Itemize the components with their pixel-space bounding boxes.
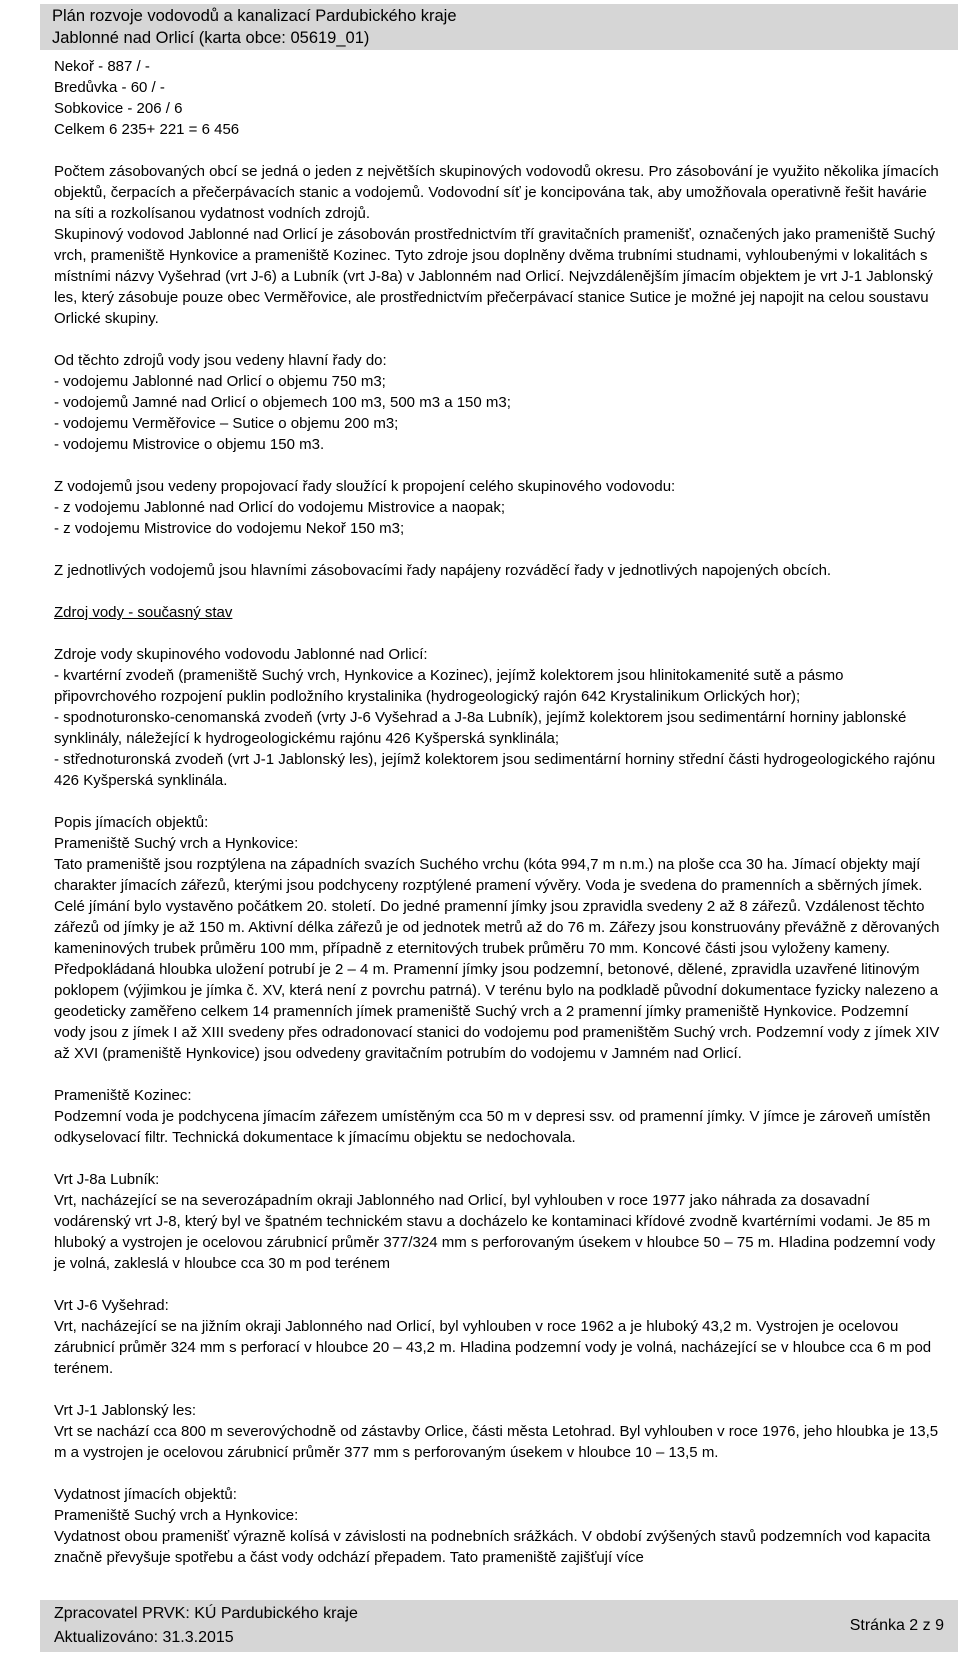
paragraph: Prameniště Suchý vrch a Hynkovice: (54, 835, 299, 852)
paragraph-spacer (54, 329, 944, 350)
paragraph: Vydatnost jímacích objektů: (54, 1486, 237, 1503)
paragraph-spacer (54, 140, 944, 161)
paragraph: Zdroje vody skupinového vodovodu Jablonné nad Orlicí: (54, 646, 428, 663)
paragraph-spacer (54, 1064, 944, 1085)
paragraph: - střednoturonská zvodeň (vrt J-1 Jablonský les), jejímž kolektorem jsou sedimentární horniny střední části hydrogeologického rajónu 426 Kyšperská synklinála. (54, 751, 936, 789)
paragraph: Celkem 6 235+ 221 = 6 456 (54, 121, 240, 138)
paragraph: - z vodojemu Mistrovice do vodojemu Nekoř 150 m3; (54, 520, 405, 537)
paragraph: Tato prameniště jsou rozptýlena na západních svazích Suchého vrchu (kóta 994,7 m n.m.) na ploše cca 30 ha. Jímací objekty mají charakter jímacích zářezů, kterými jsou podchyceny rozptýlené pramení vývěry. Voda je svedena do pramenních a sběrných jímek. Celé jímání bylo vystavěno počátkem 20. století. Do jedné pramenní jímky jsou zpravidla svedeny 2 až 8 zářezů. Vzdálenost těchto zářezů od jímky je až 150 m. Aktivní délka zářezů je od jednotek metrů až do 76 m. Zářezy jsou konstruovány převážně z děrovaných kameninových trubek průměru 100 mm, případně z eternitových trubek průměru 70 mm. Koncové části jsou vyloženy kameny. Předpokládaná hloubka uložení potrubí je 2 – 4 m. Pramenní jímky jsou podzemní, betonové, dělené, zpravidla uzavřené litinovým poklopem (výjimkou je jímka č. XV, která není z povrchu patrná). V terénu bylo na podkladě původní dokumentace fyzicky nalezeno a geodeticky zaměřeno celkem 14 pramenních jímek prameniště Suchý vrch a 2 pramenní jímky prameniště Hynkovice. Podzemní vody jsou z jímek I až XIII svedeny přes odradonovací stanici do vodojemu pod prameništěm Suchý vrch. Podzemní vody z jímek XIV až XVI (prameniště Hynkovice) jsou odvedeny gravitačním potrubím do vodojemu v Jamném nad Orlicí. (54, 856, 940, 1062)
paragraph: Sobkovice - 206 / 6 (54, 100, 183, 117)
paragraph: Prameniště Suchý vrch a Hynkovice: (54, 1507, 299, 1524)
paragraph: Vrt J-1 Jablonský les: (54, 1402, 196, 1419)
paragraph: Z vodojemů jsou vedeny propojovací řady sloužící k propojení celého skupinového vodovodu: (54, 478, 676, 495)
page-footer (40, 1600, 958, 1652)
paragraph: Vrt, nacházející se na jižním okraji Jablonného nad Orlicí, byl vyhlouben v roce 1962 a je hluboký 43,2 m. Vystrojen je ocelovou zárubnicí průměr 324 mm s perforací v hloubce 20 – 43,2 m. Hladina podzemní vody je volná, nacházející se v hloubce cca 6 m pod terénem. (54, 1318, 932, 1377)
paragraph: Vrt J-8a Lubník: (54, 1171, 160, 1188)
paragraph: Vrt J-6 Vyšehrad: (54, 1297, 169, 1314)
document-title: Plán rozvoje vodovodů a kanalizací Pardubického kraje (52, 7, 457, 25)
paragraph: Podzemní voda je podchycena jímacím zářezem umístěným cca 50 m v depresi ssv. od pramenní jímky. V jímce je zároveň umístěn odkyselovací filtr. Technická dokumentace k jímacímu objektu se nedochovala. (54, 1108, 931, 1146)
paragraph: - vodojemů Jamné nad Orlicí o objemech 100 m3, 500 m3 a 150 m3; (54, 394, 511, 411)
paragraph: Z jednotlivých vodojemů jsou hlavními zásobovacími řady napájeny rozváděcí řady v jednotlivých napojených obcích. (54, 562, 832, 579)
paragraph: - kvartérní zvodeň (prameniště Suchý vrch, Hynkovice a Kozinec), jejímž kolektorem jsou hlinitokamenité sutě a pásmo připovrchového rozpojení puklin podložního krystalinika (hydrogeologický rajón 642 Krystalinikum Orlických hor); (54, 667, 844, 705)
paragraph: Vrt se nachází cca 800 m severovýchodně od zástavby Orlice, části města Letohrad. Byl vyhlouben v roce 1976, jeho hloubka je 13,5 m a vystrojen je ocelovou zárubnicí průměr 377 mm s perforovaným úsekem v hloubce 10 – 13,5 m. (54, 1423, 939, 1461)
document-subtitle: Jablonné nad Orlicí (karta obce: 05619_01) (52, 29, 370, 47)
paragraph-spacer (54, 1148, 944, 1169)
paragraph: Prameniště Kozinec: (54, 1087, 192, 1104)
paragraph: Bredůvka - 60 / - (54, 79, 165, 96)
paragraph: Počtem zásobovaných obcí se jedná o jeden z největších skupinových vodovodů okresu. Pro zásobování je využito několika jímacích objektů, čerpacích a přečerpávacích stanic a vodojemů. Vodovodní síť je koncipována tak, aby umožňovala operativně řešit havárie na síti a rozkolísanou vydatnost vodních zdrojů. (54, 163, 939, 222)
paragraph-spacer (54, 539, 944, 560)
footer-author: Zpracovatel PRVK: KÚ Pardubického kraje (54, 1605, 358, 1622)
paragraph: Nekoř - 887 / - (54, 58, 150, 75)
paragraph-spacer (54, 1463, 944, 1484)
paragraph: Od těchto zdrojů vody jsou vedeny hlavní řady do: (54, 352, 387, 369)
document-body (54, 56, 944, 1568)
paragraph: - vodojemu Mistrovice o objemu 150 m3. (54, 436, 325, 453)
paragraph: - vodojemu Jablonné nad Orlicí o objemu 750 m3; (54, 373, 386, 390)
paragraph-spacer (54, 791, 944, 812)
paragraph: - z vodojemu Jablonné nad Orlicí do vodojemu Mistrovice a naopak; (54, 499, 506, 516)
paragraph: Vrt, nacházející se na severozápadním okraji Jablonného nad Orlicí, byl vyhlouben v roce 1977 jako náhrada za dosavadní vodárenský vrt J-8, který byl ve špatném technickém stavu a docházelo ke kontaminaci křídové zvodně kvartérními vodami. Je 85 m hluboký a vystrojen je ocelovou zárubnicí průměr 377/324 mm s perforovaným úsekem v hloubce 50 – 75 m. Hladina podzemní vody je volná, zakleslá v hloubce cca 30 m pod terénem (54, 1192, 936, 1272)
paragraph: Skupinový vodovod Jablonné nad Orlicí je zásobován prostřednictvím tří gravitačních pramenišť, označených jako prameniště Suchý vrch, prameniště Hynkovice a prameniště Kozinec. Tyto zdroje jsou doplněny dvěma trubními studnami, vyhloubenými v lokalitách s místními názvy Vyšehrad (vrt J-6) a Lubník (vrt J-8a) v Jablonném nad Orlicí. Nejvzdálenějším jímacím objektem je vrt J-1 Jablonský les, který zásobuje pouze obec Verměřovice, ale prostřednictvím přečerpávací stanice Sutice je možné jej napojit na celou soustavu Orlické skupiny. (54, 226, 936, 327)
paragraph-spacer (54, 623, 944, 644)
paragraph-spacer (54, 1274, 944, 1295)
paragraph: Vydatnost obou pramenišť výrazně kolísá v závislosti na podnebních srážkách. V období zvýšených stavů podzemních vod kapacita značně převyšuje spotřebu a část vody odchází přepadem. Tato prameniště zajišťují více (54, 1528, 931, 1566)
footer-updated: Aktualizováno: 31.3.2015 (54, 1629, 234, 1646)
paragraph: - spodnoturonsko-cenomanská zvodeň (vrty J-6 Vyšehrad a J-8a Lubník), jejímž kolektorem jsou sedimentární horniny jablonské synklinály, náležející k hydrogeologickému rajónu 426 Kyšperská synklinála; (54, 709, 907, 747)
paragraph: Zdroj vody - současný stav (54, 604, 233, 621)
paragraph: - vodojemu Verměřovice – Sutice o objemu 200 m3; (54, 415, 399, 432)
paragraph-spacer (54, 581, 944, 602)
page-number: Stránka 2 z 9 (849, 1617, 944, 1634)
paragraph: Popis jímacích objektů: (54, 814, 209, 831)
paragraph-spacer (54, 455, 944, 476)
page-header (40, 4, 958, 50)
paragraph-spacer (54, 1379, 944, 1400)
